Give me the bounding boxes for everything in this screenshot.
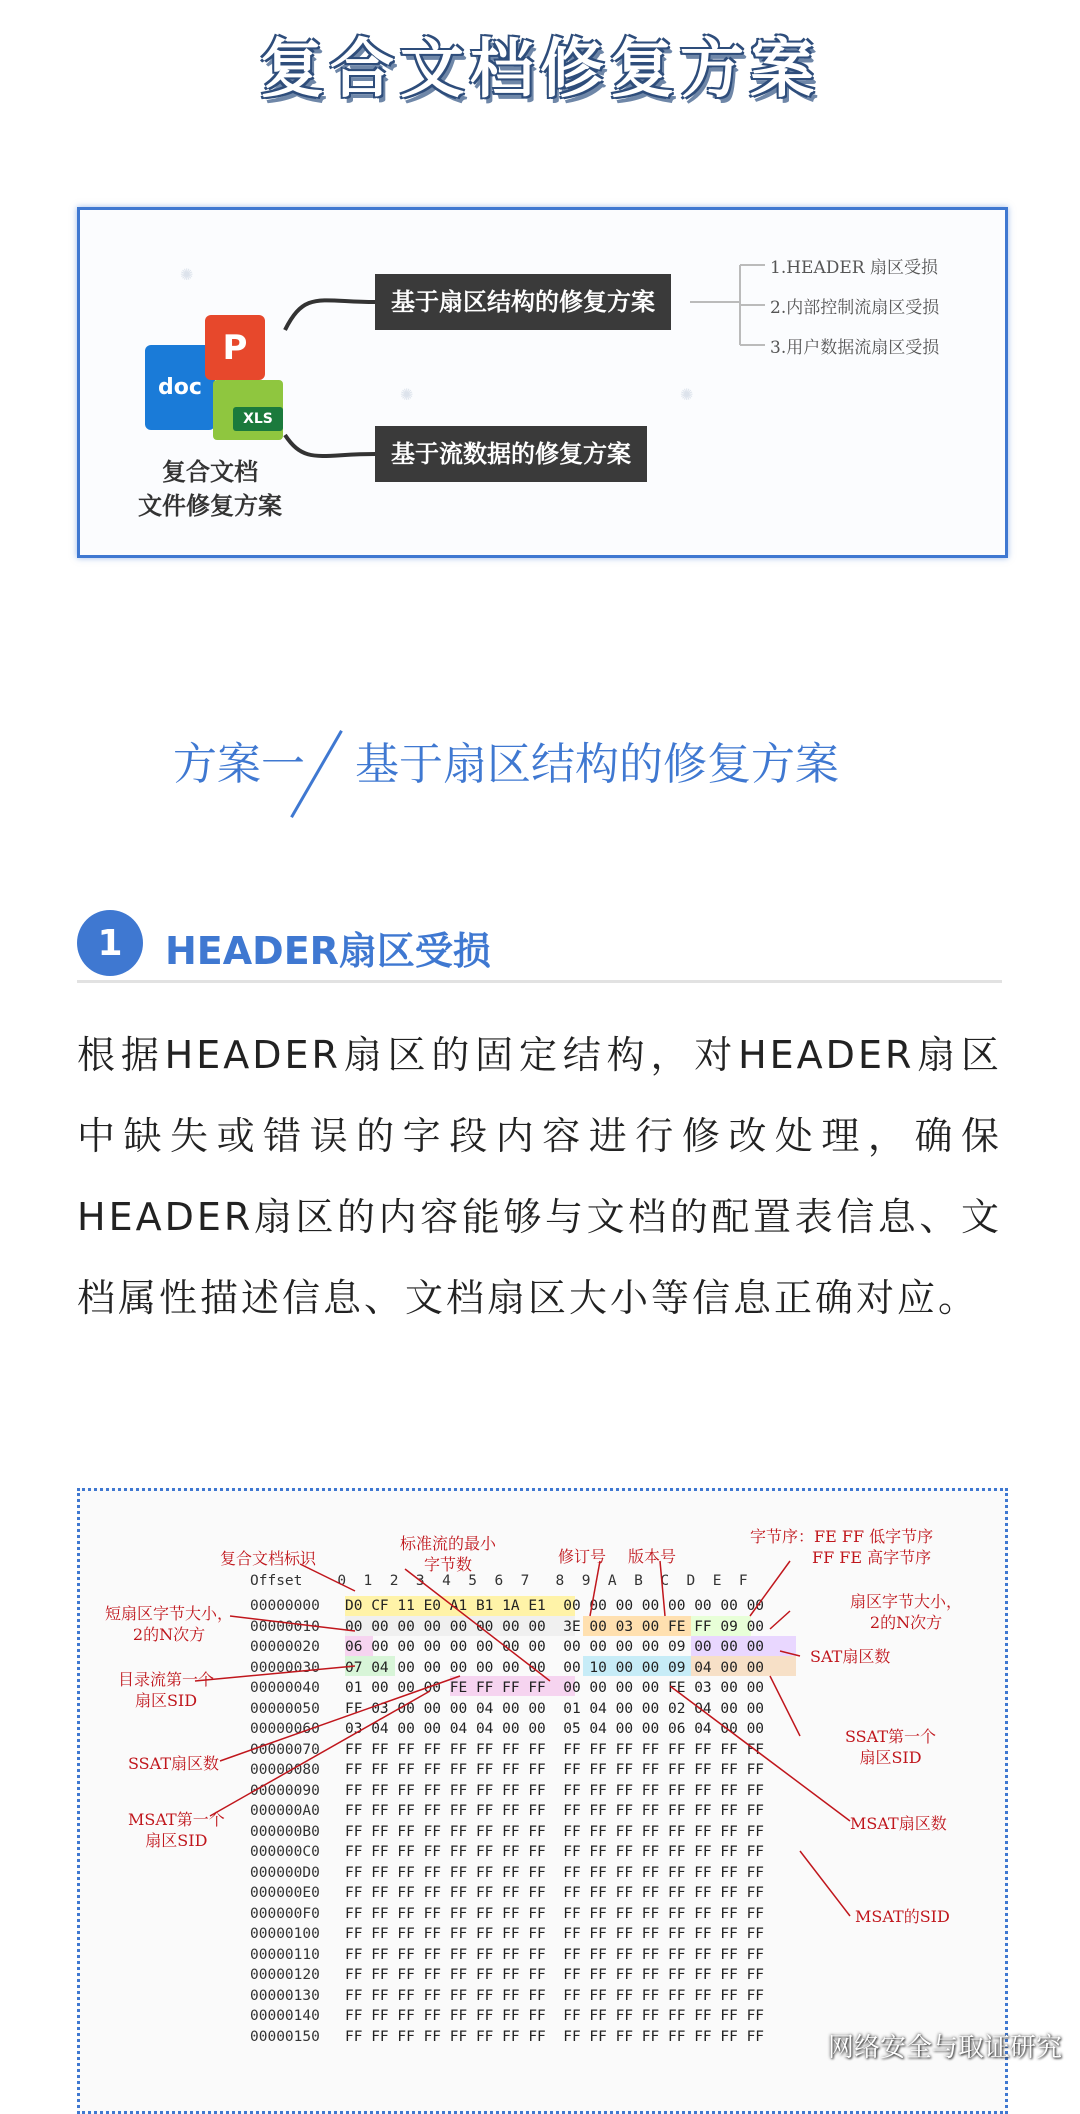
watermark: ✺ xyxy=(180,265,194,284)
annotation-label: 复合文档标识 xyxy=(220,1549,317,1568)
hex-offset: 00000020 xyxy=(250,1639,320,1655)
hex-offset: 00000140 xyxy=(250,2008,320,2024)
hex-bytes: FF FF FF FF FF FF FF FF FF FF FF FF FF FF FF FF xyxy=(345,1782,765,1799)
ppt-file-icon: P xyxy=(205,315,265,380)
annotation-label: SSAT扇区数 xyxy=(128,1754,219,1773)
annotation-label: 短扇区字节大小， 2的N次方 xyxy=(105,1604,234,1644)
hex-bytes: FF FF FF FF FF FF FF FF FF FF FF FF FF FF FF FF xyxy=(345,2028,765,2045)
body-paragraph: 根据HEADER扇区的固定结构，对HEADER扇区中缺失或错误的字段内容进行修改处理，确保HEADER扇区的内容能够与文档的配置表信息、文档属性描述信息、文档扇区大小等信息正确对应。 xyxy=(77,1033,1002,1320)
hex-offset: 00000060 xyxy=(250,1721,320,1737)
mindmap-branch-stream: 基于流数据的修复方案 xyxy=(375,426,647,482)
hex-offset: 000000E0 xyxy=(250,1885,320,1901)
hex-offset: 00000120 xyxy=(250,1967,320,1983)
hex-bytes: FF 03 00 00 00 04 00 00 01 04 00 00 02 04 00 00 xyxy=(345,1700,765,1717)
hex-bytes: FF FF FF FF FF FF FF FF FF FF FF FF FF FF FF FF xyxy=(345,1741,765,1758)
annotation-label: 扇区字节大小， 2的N次方 xyxy=(850,1592,963,1632)
hex-offset: 00000040 xyxy=(250,1680,320,1696)
hex-bytes: 03 04 00 00 04 04 00 00 05 04 00 00 06 04 00 00 xyxy=(345,1721,765,1737)
hex-offset: 000000B0 xyxy=(250,1823,320,1840)
mindmap-branch-sector: 基于扇区结构的修复方案 xyxy=(375,274,671,330)
hex-bytes: FF FF FF FF FF FF FF FF FF FF FF FF FF FF FF FF xyxy=(345,1926,765,1942)
hex-bytes: FF FF FF FF FF FF FF FF FF FF FF FF FF FF FF FF xyxy=(345,1844,765,1860)
section-number-badge: 1 xyxy=(77,910,143,976)
hex-offset: 00000130 xyxy=(250,1987,320,2004)
hex-offset: 00000100 xyxy=(250,1926,320,1942)
hex-offset: 00000070 xyxy=(250,1741,320,1758)
hex-bytes: 00 00 00 00 00 00 00 00 3E 00 03 00 FE FF 09 00 xyxy=(345,1618,765,1635)
hex-bytes: FF FF FF FF FF FF FF FF FF FF FF FF FF FF FF FF xyxy=(345,1885,765,1901)
scheme-number: 方案一 xyxy=(173,739,305,790)
hex-bytes: 06 00 00 00 00 00 00 00 00 00 00 00 09 00 00 00 xyxy=(345,1639,765,1655)
annotation-label: MSAT第一个 扇区SID xyxy=(128,1810,225,1850)
annotation-label: 标准流的最小 字节数 xyxy=(400,1534,497,1574)
hex-offset: 00000080 xyxy=(250,1762,320,1778)
annotation-label: 字节序：FE FF 低字节序 FF FE 高字节序 xyxy=(750,1527,934,1567)
hex-bytes: FF FF FF FF FF FF FF FF FF FF FF FF FF FF FF FF xyxy=(345,1823,765,1840)
mindmap-root-label: 复合文档 文件修复方案 xyxy=(138,458,282,520)
hex-column-labels: 0 1 2 3 4 5 6 7 8 9 A B C D E F xyxy=(337,1573,748,1589)
account-watermark: 网络安全与取证研究 xyxy=(827,2033,1062,2063)
hex-offset: 00000090 xyxy=(250,1782,320,1799)
hex-offset: 00000050 xyxy=(250,1700,320,1717)
xls-label: XLS xyxy=(233,407,283,431)
hex-offset: 00000030 xyxy=(250,1659,320,1676)
annotation-label: SAT扇区数 xyxy=(810,1647,891,1666)
hex-offset: 00000010 xyxy=(250,1618,320,1635)
hex-bytes: FF FF FF FF FF FF FF FF FF FF FF FF FF FF FF FF xyxy=(345,1864,765,1881)
scheme-title: 基于扇区结构的修复方案 xyxy=(355,739,839,790)
annotation-label: 版本号 xyxy=(628,1547,677,1566)
hex-bytes: 07 04 00 00 00 00 00 00 00 10 00 00 09 04 00 00 xyxy=(345,1659,765,1676)
hex-offset: 00000150 xyxy=(250,2028,320,2045)
annotation-label: MSAT扇区数 xyxy=(850,1814,947,1833)
mindmap-leaf: 2.内部控制流扇区受损 xyxy=(770,298,940,318)
annotation-label: 修订号 xyxy=(558,1547,607,1566)
hex-bytes: FF FF FF FF FF FF FF FF FF FF FF FF FF FF FF FF xyxy=(345,1803,765,1819)
page-title: 复合文档修复方案 xyxy=(260,33,820,107)
annotation-label: MSAT的SID xyxy=(855,1907,950,1926)
hex-offset: 000000F0 xyxy=(250,1905,320,1922)
doc-file-icon: doc xyxy=(145,345,215,430)
hex-bytes: FF FF FF FF FF FF FF FF FF FF FF FF FF FF FF FF xyxy=(345,1905,765,1922)
hex-column-header: Offset 0 1 2 3 4 5 6 7 8 9 A B C D E F xyxy=(250,1573,748,1589)
hex-bytes: FF FF FF FF FF FF FF FF FF FF FF FF FF FF FF FF xyxy=(345,1762,765,1778)
section-header xyxy=(77,910,1002,983)
watermark: ✺ xyxy=(680,385,694,404)
watermark: ✺ xyxy=(400,385,414,404)
hex-bytes: FF FF FF FF FF FF FF FF FF FF FF FF FF FF FF FF xyxy=(345,1987,765,2004)
hex-bytes: D0 CF 11 E0 A1 B1 1A E1 00 00 00 00 00 00 00 00 xyxy=(345,1598,765,1614)
annotation-label: 目录流第一个 扇区SID xyxy=(118,1670,215,1710)
hex-bytes: FF FF FF FF FF FF FF FF FF FF FF FF FF FF FF FF xyxy=(345,1967,765,1983)
hex-offset: 000000D0 xyxy=(250,1864,320,1881)
annotation-label: SSAT第一个 扇区SID xyxy=(845,1727,936,1767)
hex-offset: 00000110 xyxy=(250,1946,320,1963)
hex-bytes: FF FF FF FF FF FF FF FF FF FF FF FF FF FF FF FF xyxy=(345,2008,765,2024)
hex-bytes: FF FF FF FF FF FF FF FF FF FF FF FF FF FF FF FF xyxy=(345,1946,765,1963)
hex-offset: 000000C0 xyxy=(250,1844,320,1860)
mindmap-leaf: 3.用户数据流扇区受损 xyxy=(770,338,940,358)
hex-dump-figure xyxy=(77,1488,1008,2114)
hex-offset: 000000A0 xyxy=(250,1803,320,1819)
hex-bytes: 01 00 00 00 FE FF FF FF 00 00 00 00 FE 03 00 00 xyxy=(345,1680,765,1696)
file-type-icons xyxy=(145,315,285,445)
scheme-heading xyxy=(0,728,1080,838)
hex-offset: 00000000 xyxy=(250,1598,320,1614)
mindmap-leaf: 1.HEADER 扇区受损 xyxy=(770,258,938,278)
annotation-arrows xyxy=(80,1491,1005,2111)
mindmap-figure xyxy=(77,207,1008,558)
section-title: HEADER扇区受损 xyxy=(165,929,491,973)
